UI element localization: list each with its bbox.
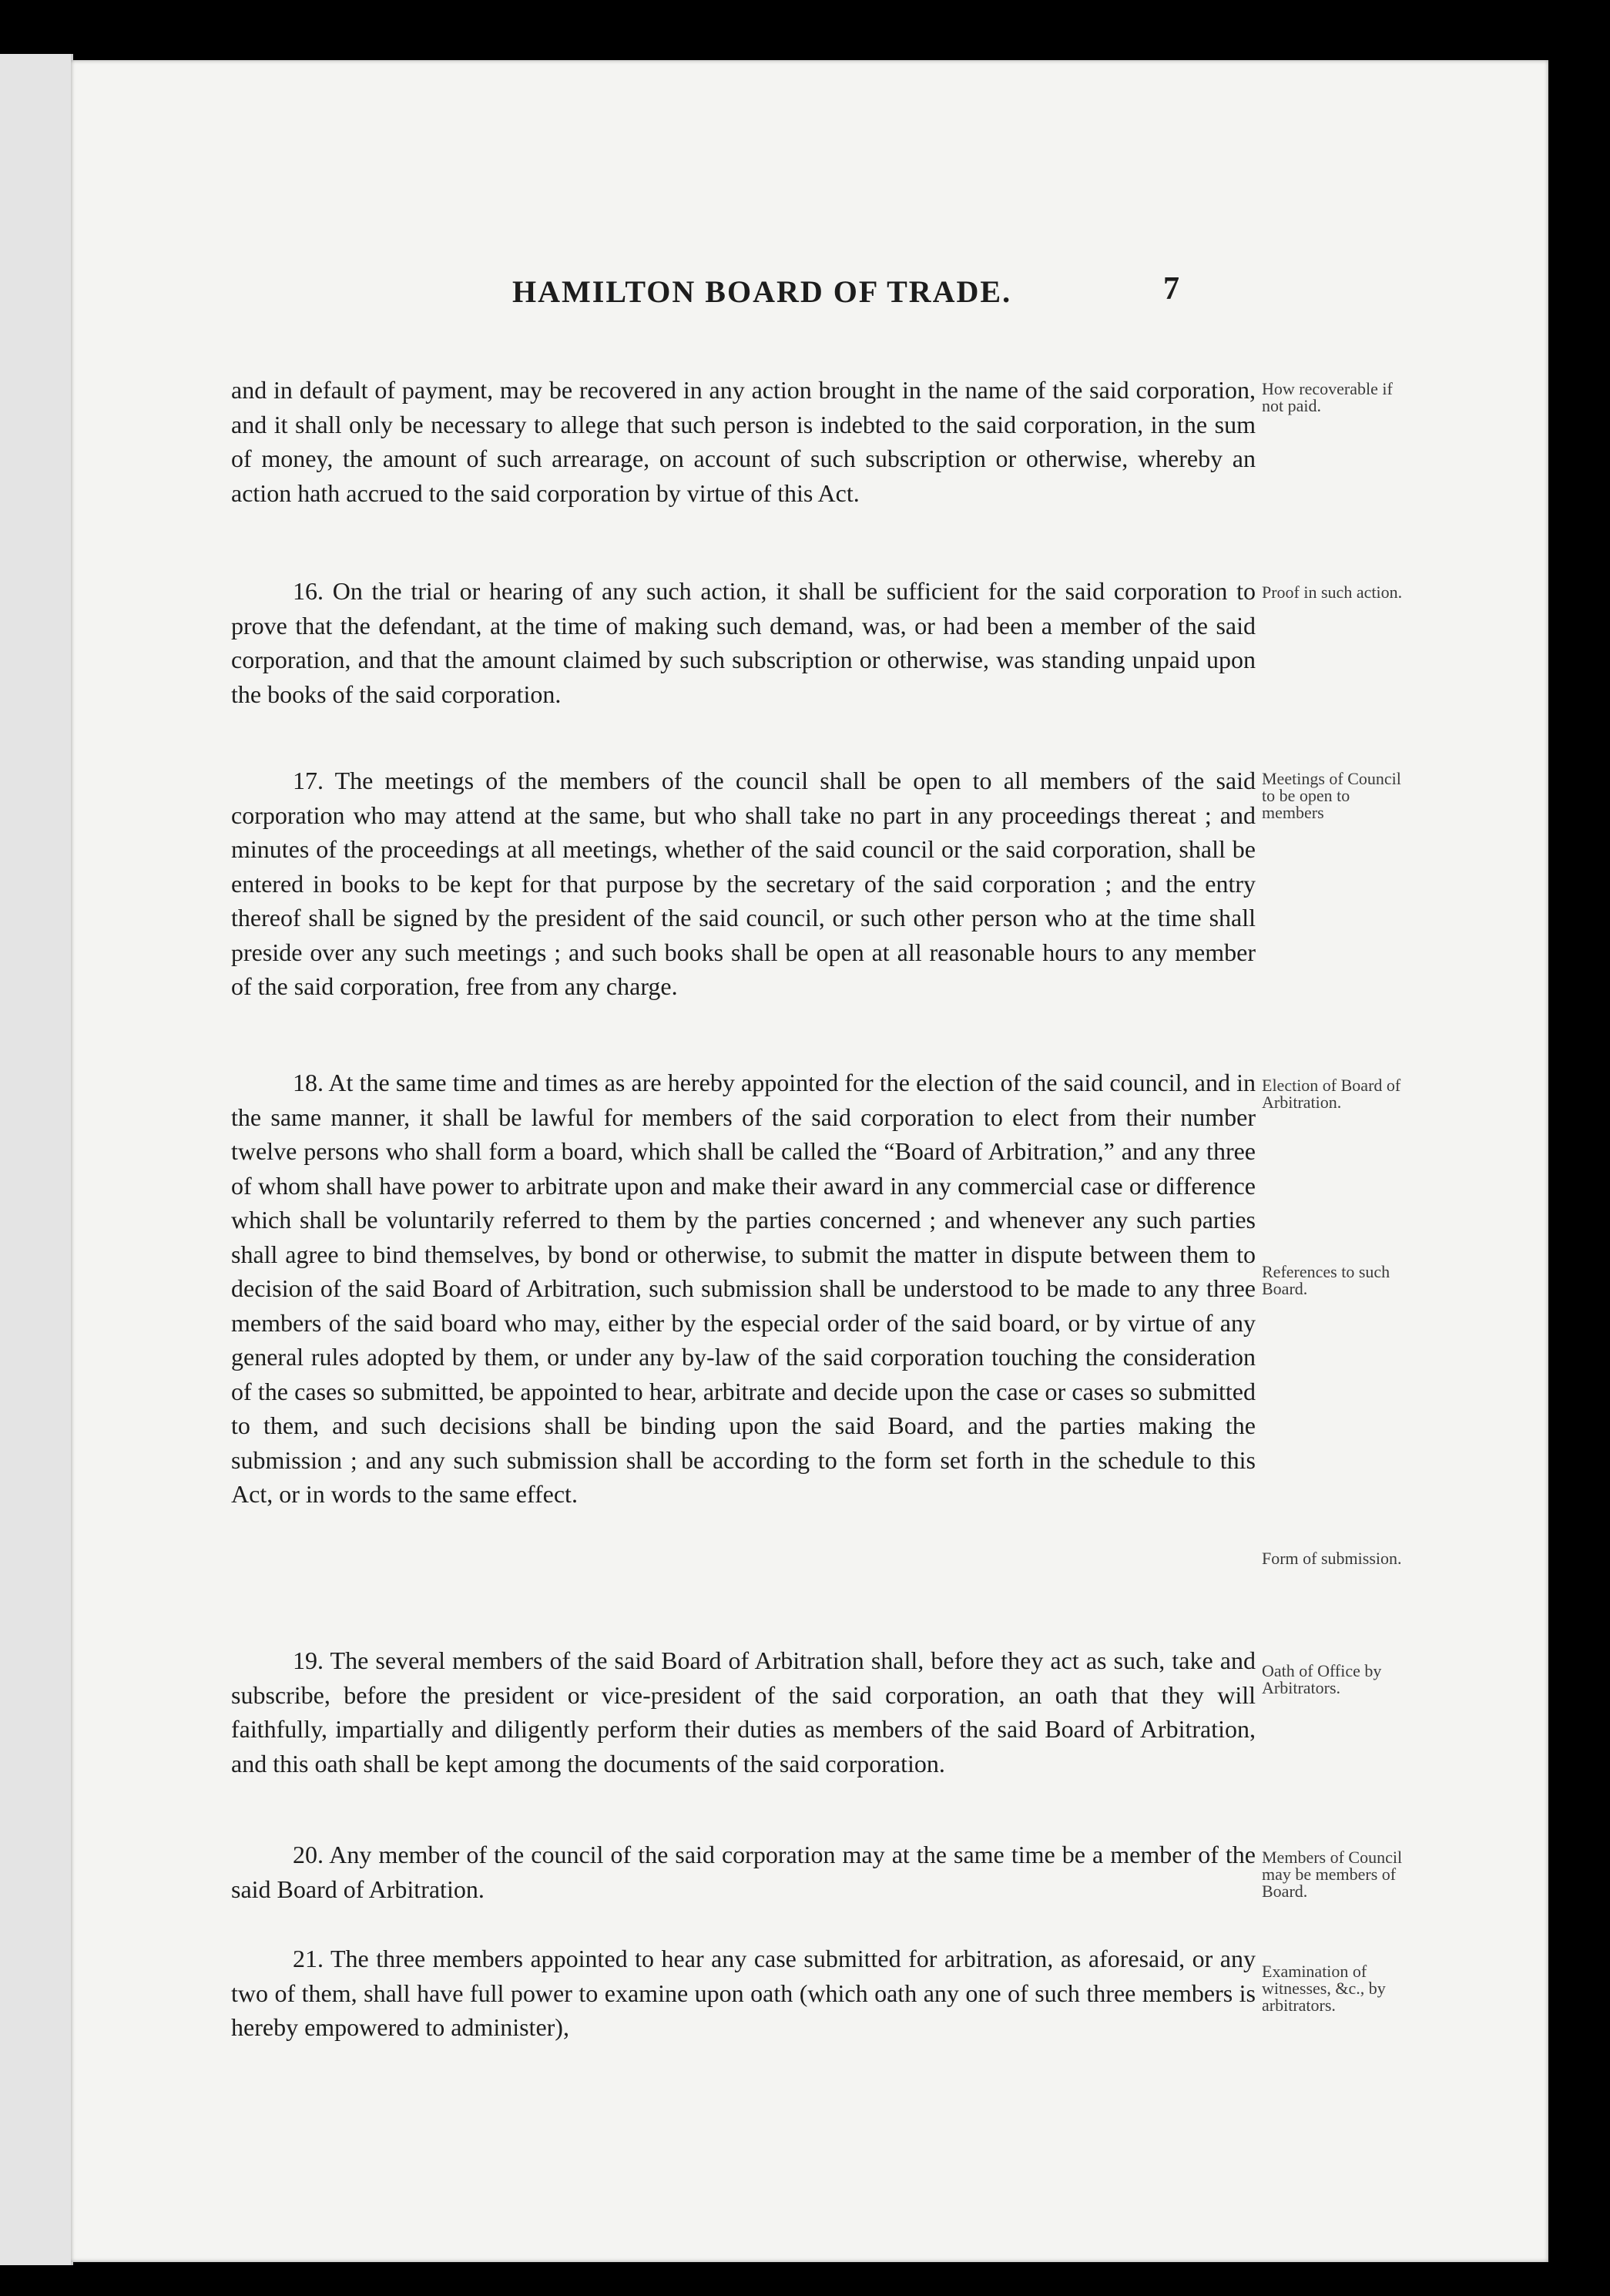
- margin-note: Examination of witnesses, &c., by arbitrators.: [1262, 1962, 1386, 2015]
- section-text: The three members appointed to hear any case submitted for arbitration, as aforesaid, or any two of them, shall have full power to examine upon oath (which oath any one of such three members is hereby empowered to administer),: [231, 1945, 1256, 2041]
- paragraph-continuation: [231, 373, 1256, 510]
- section-text: On the trial or hearing of any such action, it shall be sufficient for the said corporation to prove that the defendant, at the time of making such demand, was, or had been a member of the said corporation, and that the amount claimed by such subscription or otherwise, was standing unpaid upon the books of the said corporation.: [231, 577, 1256, 708]
- section-number: 21.: [293, 1945, 324, 1972]
- previous-page-edge: [0, 54, 73, 2265]
- page-number: 7: [1163, 271, 1181, 307]
- section-18: [231, 1066, 1256, 1512]
- section-19: [231, 1643, 1256, 1781]
- section-text: At the same time and times as are hereby appointed for the election of the said council, and in the same manner, it shall be lawful for members of the said corporation to elect from their number twelve persons who shall form a board, which shall be called the “Board of Arbitration,” and any three of whom shall have power to arbitrate upon and make their award in any commercial case or difference which shall be voluntarily referred to them by the parties concerned ; and whenever any such parties shall agree to bind themselves, by bond or otherwise, to submit the matter in dispute between them to decision of the said Board of Arbitration, such submission shall be understood to be made to any three members of the said board who may, either by the especial order of the said board, or by virtue of any general rules adopted by them, or under any by-law of the said corporation touching the consideration of the cases so submitted, be appointed to hear, arbitrate and decide upon the case or cases so submitted to them, and such decisions shall be binding upon the said Board, and the parties making the submission ; and any such submission shall be according to the form set forth in the schedule to this Act, or in words to the same effect.: [231, 1069, 1256, 1508]
- section-20: [231, 1838, 1256, 1906]
- section-number: 18.: [293, 1069, 324, 1096]
- margin-note: Proof in such action.: [1262, 582, 1403, 602]
- section-text: The several members of the said Board of Arbitration shall, before they act as such, take and subscribe, before the president or vice-president of the said corporation, an oath that they will faithfully, impartially and diligently perform their duties as members of the said Board of Arbitration, and this oath shall be kept among the documents of the said corporation.: [231, 1646, 1256, 1777]
- margin-note: How recoverable if not paid.: [1262, 379, 1393, 415]
- section-number: 17.: [293, 767, 324, 794]
- margin-note: Oath of Office by Arbitrators.: [1262, 1661, 1382, 1697]
- paragraph-text: and in default of payment, may be recovered in any action brought in the name of the said corporation, and it shall only be necessary to allege that such person is indebted to the said corporation, in the sum of money, the amount of such arrearage, on account of such subscription or otherwise, whereby an action hath accrued to the said corporation by virtue of this Act.: [231, 376, 1256, 507]
- scan-bottom-border: [0, 2268, 1610, 2296]
- section-text: Any member of the council of the said corporation may at the same time be a member of the said Board of Arbitration.: [231, 1841, 1256, 1903]
- margin-note: Form of submission.: [1262, 1549, 1402, 1568]
- margin-note: Election of Board of Arbitration.: [1262, 1076, 1401, 1112]
- section-21: [231, 1942, 1256, 2045]
- section-number: 16.: [293, 577, 324, 605]
- section-number: 20.: [293, 1841, 324, 1868]
- section-16: [231, 574, 1256, 711]
- margin-note: References to such Board.: [1262, 1262, 1390, 1298]
- section-text: The meetings of the members of the council shall be open to all members of the said corporation who may attend at the same, but who shall take no part in any proceedings thereat ; and minutes of the proceedings at all meetings, whether of the said council or the said corporation, shall be entered in books to be kept for that purpose by the secretary of the said corporation ; and the entry thereof shall be signed by the president of the said council, or such other person who at the time shall preside over any such meetings ; and such books shall be open at all reasonable hours to any member of the said corporation, free from any charge.: [231, 767, 1256, 1000]
- margin-note: Meetings of Council to be open to members: [1262, 769, 1401, 822]
- running-title: HAMILTON BOARD OF TRADE.: [512, 274, 1012, 309]
- section-number: 19.: [293, 1646, 324, 1674]
- section-17: [231, 764, 1256, 1004]
- margin-note: Members of Council may be members of Board.: [1262, 1848, 1403, 1901]
